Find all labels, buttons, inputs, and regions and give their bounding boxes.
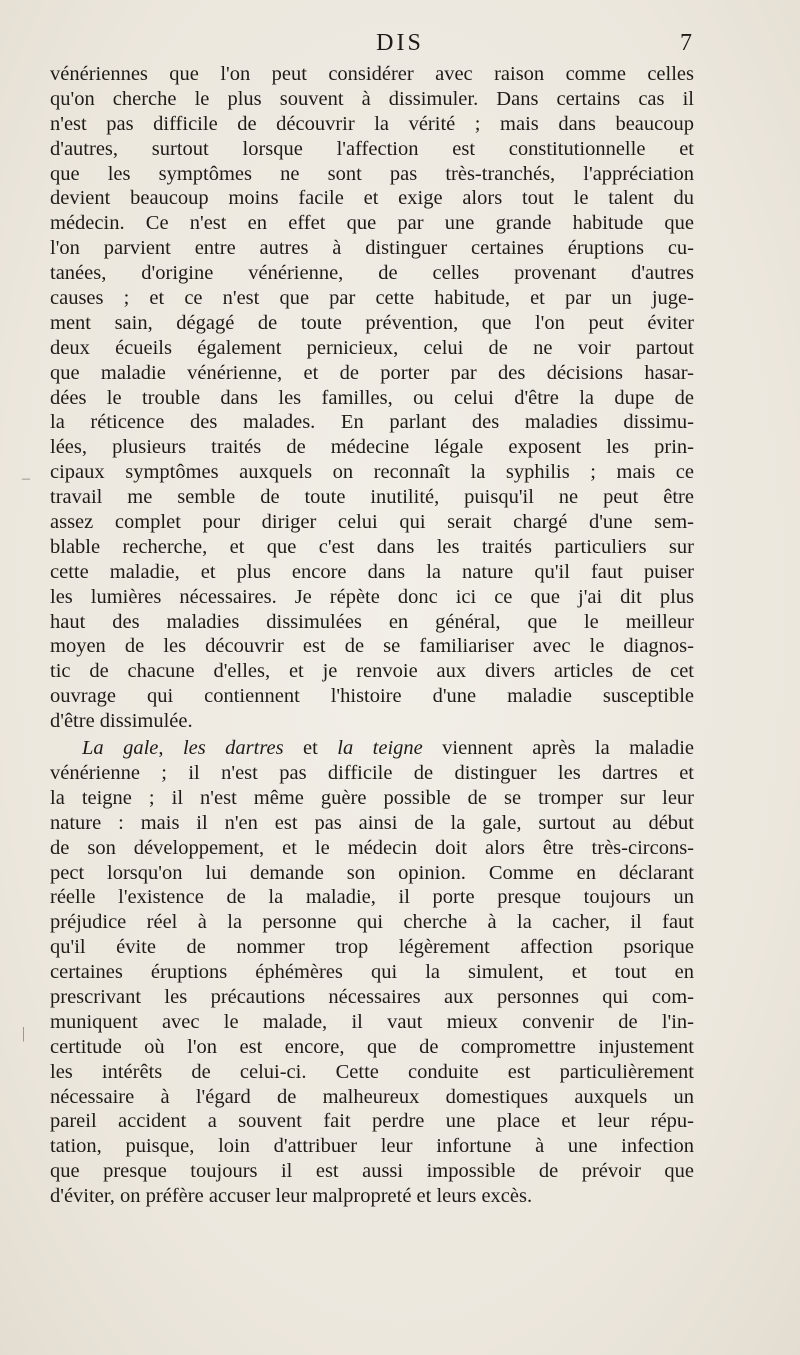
- text-line: blable recherche, et que c'est dans les traités particuliers sur: [50, 535, 694, 558]
- text-line: deux écueils également pernicieux, celui de ne voir partout: [50, 336, 694, 359]
- text-line: ouvrage qui contiennent l'histoire d'une maladie susceptible: [50, 685, 694, 708]
- text-line: d'éviter, on préfère accuser leur malpropreté et leurs excès.: [50, 1185, 533, 1208]
- text-line: pect lorsqu'on lui demande son opinion. Comme en déclarant: [50, 861, 694, 884]
- text-line: d'être dissimulée.: [50, 710, 193, 733]
- margin-dash-mark: –: [22, 470, 30, 487]
- text-line: assez complet pour diriger celui qui serait chargé d'une sem-: [50, 511, 694, 534]
- text-line: que les symptômes ne sont pas très-tranchés, l'appréciation: [50, 162, 694, 185]
- text-line: de son développement, et le médecin doit alors être très-circons-: [50, 836, 694, 859]
- paragraph-2-first-line: [50, 736, 694, 761]
- text-line: n'est pas difficile de découvrir la vérité ; mais dans beaucoup: [50, 112, 694, 135]
- running-head: DIS: [376, 30, 424, 56]
- text-line: la teigne ; il n'est même guère possible de se tromper sur leur: [50, 786, 694, 809]
- text-line: devient beaucoup moins facile et exige alors tout le talent du: [50, 187, 694, 210]
- body-text: [50, 62, 694, 1209]
- text-line: moyen de les découvrir est de se familiariser avec le diagnos-: [50, 635, 694, 658]
- italic-term-la-teigne: la teigne: [337, 737, 423, 760]
- text-line: muniquent avec le malade, il vaut mieux convenir de l'in-: [50, 1010, 694, 1033]
- paragraph-2: [50, 736, 694, 1209]
- text-line: réelle l'existence de la maladie, il porte presque toujours un: [50, 886, 694, 909]
- italic-term-les-dartres: les dartres: [182, 737, 284, 760]
- text-line: qu'on cherche le plus souvent à dissimuler. Dans certains cas il: [50, 87, 694, 110]
- text-line: certaines éruptions éphémères qui la simulent, et tout en: [50, 961, 694, 984]
- text-line: vénérienne ; il n'est pas difficile de distinguer les dartres et: [50, 761, 694, 784]
- page-header: [0, 30, 800, 64]
- text-line: qu'il évite de nommer trop légèrement affection psorique: [50, 936, 694, 959]
- text-line: causes ; et ce n'est que par cette habitude, et par un juge-: [50, 287, 694, 310]
- text-line: que presque toujours il est aussi impossible de prévoir que: [50, 1160, 694, 1183]
- text-line: certitude où l'on est encore, que de compromettre injustement: [50, 1035, 694, 1058]
- text-line: pareil accident a souvent fait perdre une place et leur répu-: [50, 1110, 694, 1133]
- text-line: travail me semble de toute inutilité, puisqu'il ne peut être: [50, 486, 694, 509]
- text-line: dées le trouble dans les familles, ou celui d'être la dupe de: [50, 386, 694, 409]
- text-line: préjudice réel à la personne qui cherche à la cacher, il faut: [50, 911, 694, 934]
- text-line: lées, plusieurs traités de médecine légale exposent les prin-: [50, 436, 694, 459]
- text-line: haut des maladies dissimulées en général, que le meilleur: [50, 610, 694, 633]
- text-line: prescrivant les précautions nécessaires aux personnes qui com-: [50, 985, 694, 1008]
- first-line-rest: viennent après la maladie: [422, 737, 694, 760]
- text-line: tanées, d'origine vénérienne, de celles provenant d'autres: [50, 262, 694, 285]
- text-line: nécessaire à l'égard de malheureux domestiques auxquels un: [50, 1085, 694, 1108]
- text-line: médecin. Ce n'est en effet que par une grande habitude que: [50, 212, 694, 235]
- text-line: les lumières nécessaires. Je répète donc ici ce que j'ai dit plus: [50, 585, 694, 608]
- paragraph-1: [50, 62, 694, 734]
- italic-term-la-gale: La gale: [82, 737, 159, 760]
- text-line: que maladie vénérienne, et de porter par des décisions hasar-: [50, 361, 694, 384]
- text-line: ment sain, dégagé de toute prévention, que l'on peut éviter: [50, 311, 694, 334]
- text-line: la réticence des malades. En parlant des maladies dissimu-: [50, 411, 694, 434]
- first-line-separator-1: ,: [158, 737, 183, 760]
- text-line: d'autres, surtout lorsque l'affection est constitutionnelle et: [50, 137, 694, 160]
- text-line: l'on parvient entre autres à distinguer certaines éruptions cu-: [50, 237, 694, 260]
- text-line: tic de chacune d'elles, et je renvoie aux divers articles de cet: [50, 660, 694, 683]
- text-line: les intérêts de celui-ci. Cette conduite est particulièrement: [50, 1060, 694, 1083]
- text-line: tation, puisque, loin d'attribuer leur infortune à une infection: [50, 1135, 694, 1158]
- text-line: nature : mais il n'en est pas ainsi de la gale, surtout au début: [50, 811, 694, 834]
- text-line: vénériennes que l'on peut considérer avec raison comme celles: [50, 63, 694, 85]
- page-number: 7: [680, 30, 692, 56]
- text-line: cette maladie, et plus encore dans la nature qu'il faut puiser: [50, 560, 694, 583]
- text-line: cipaux symptômes auxquels on reconnaît la syphilis ; mais ce: [50, 461, 694, 484]
- margin-tick-mark: |: [22, 1025, 26, 1042]
- first-line-separator-2: et: [283, 737, 338, 760]
